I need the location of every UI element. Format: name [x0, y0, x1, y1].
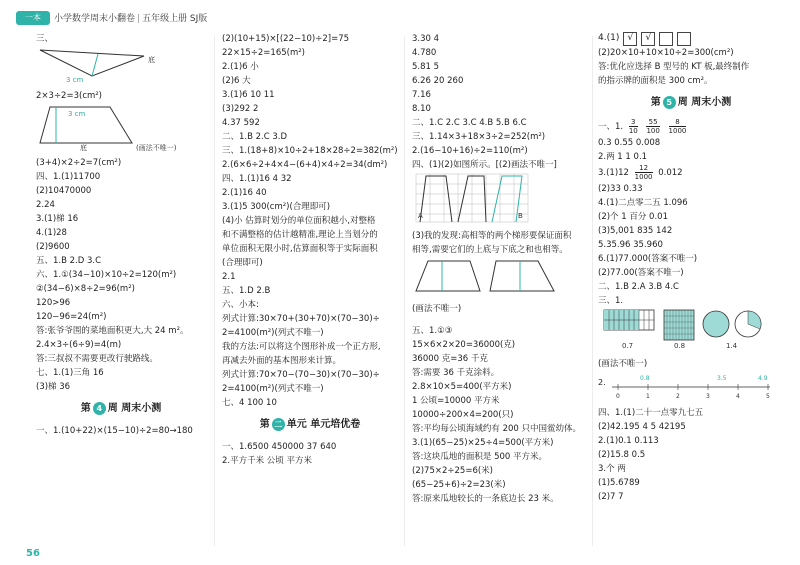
- figure-label-2: 0.8: [674, 342, 686, 350]
- checkbox-2: √: [641, 32, 655, 46]
- answer-line: 4.780: [412, 48, 437, 58]
- title-suffix: 单元 单元培优卷: [286, 419, 361, 430]
- answer-line: (2)15.8 0.5: [598, 450, 646, 460]
- title-prefix: 第: [259, 419, 270, 430]
- answer-line: 2.平方千米 公顷 平方米: [222, 456, 313, 466]
- grid-figure: [412, 172, 588, 229]
- title-prefix: 第: [650, 97, 661, 108]
- triangle-side-label: 底: [148, 56, 155, 64]
- answer-line: 答:需要 36 千克涂料。: [412, 368, 500, 378]
- answer-line: 2=4100(m²)(列式不唯一): [222, 328, 324, 338]
- grid-label-a: A: [418, 212, 423, 220]
- answer-line: 七、4 100 10: [222, 398, 277, 408]
- answer-line: 4.37 592: [222, 118, 260, 128]
- week-number-badge: 5: [663, 96, 676, 109]
- answer-line: 3.30 4: [412, 34, 440, 44]
- answer-line: (2)(10+15)×[(22−10)÷2]=75: [222, 34, 350, 44]
- answer-line: 的指示牌的面积是 300 cm²。: [598, 76, 713, 86]
- answer-line: 三、1.(18+8)×10÷2+18×28÷2=382(m²): [222, 146, 398, 156]
- answer-line: 再减去外面的基本图形来计算。: [222, 356, 342, 366]
- column-4: [598, 32, 784, 504]
- answer-line: 120>96: [36, 298, 71, 308]
- question-label: 2.: [598, 378, 606, 387]
- column-1: [36, 32, 206, 438]
- triangle-figure: [36, 46, 206, 89]
- column-2: [222, 32, 398, 468]
- checkbox-3: [659, 32, 673, 46]
- grid-label-b: B: [518, 212, 523, 220]
- answer-line: (2)9600: [36, 242, 70, 252]
- answer-line: ②(34−6)×8÷2=96(m²): [36, 284, 135, 294]
- answer-line: (1)5.6789: [598, 478, 640, 488]
- answer-line: 相等,需要它们的上底与下底之和也相等。: [412, 245, 568, 255]
- number-line-mark: 0.8: [640, 375, 650, 382]
- answer-line: 二、1.C 2.C 3.C 4.B 5.B 6.C: [412, 118, 527, 128]
- answer-line: (2)6 大: [222, 76, 251, 86]
- answer-line: 1 公顷=10000 平方米: [412, 396, 500, 406]
- numerator: 12: [639, 164, 649, 172]
- answer-line: (2)77.00(答案不唯一): [598, 268, 684, 278]
- answer-line: 列式计算:30×70+(30+70)×(70−30)÷: [222, 314, 380, 324]
- figure-label-1: 0.7: [622, 342, 634, 350]
- question-label: 3.(1)12: [598, 168, 629, 178]
- answer-line: 答:张爷爷围的菜地面积更大,大 24 m²。: [36, 326, 189, 336]
- answer-line: 六、1.①(34−10)×10÷2=120(m²): [36, 270, 177, 280]
- answer-line: 列式计算:70×70−(70−30)×(70−30)÷: [222, 370, 380, 380]
- answer-line: 3.(1)梯 16: [36, 214, 79, 224]
- unit-number-badge: 二: [272, 418, 285, 431]
- answer-line: 120−96=24(m²): [36, 312, 107, 322]
- answer-line: 3.(1)5 300(cm²)(合理即可): [222, 202, 331, 212]
- denominator: 1000: [634, 173, 653, 181]
- numerator: 8: [675, 118, 680, 126]
- column-divider: [404, 36, 405, 546]
- answer-line: (2)20×10+10×10÷2=300(cm²): [598, 48, 734, 58]
- answer-line: 单位面积无限小时,估算面积等于实际面积: [222, 244, 378, 254]
- answer-line: 0.3 0.55 0.008: [598, 138, 661, 148]
- answer-line: (2)10470000: [36, 186, 92, 196]
- checkbox-row: [598, 32, 784, 46]
- answer-line: 五、1.D 2.B: [222, 286, 271, 296]
- answer-line: 5.81 5: [412, 62, 440, 72]
- answer-line: 2.(1)6 小: [222, 62, 259, 72]
- answer-line: (2)75×2÷25=6(米): [412, 466, 493, 476]
- answer-line: (3)我的发现:高相等的两个梯形要保证面积: [412, 231, 572, 241]
- answer-line: (3)5,001 835 142: [598, 226, 673, 236]
- week-4-title: [36, 402, 206, 416]
- number-line-mark: 3.5: [717, 375, 727, 382]
- answer-line: 7.16: [412, 90, 431, 100]
- checkbox-4: [677, 32, 691, 46]
- answer-line: 3.(1)(65−25)×25÷4=500(平方米): [412, 438, 554, 448]
- tick-label: 0: [616, 393, 620, 400]
- answer-line: 四、1.(1)16 4 32: [222, 174, 292, 184]
- answer-line: (4)小 估算时划分的单位面积越小,对整格: [222, 216, 376, 226]
- answer-line: 3.(1)6 10 11: [222, 90, 275, 100]
- answer-line: 4.(1)28: [36, 228, 67, 238]
- title-suffix: 周 周末小测: [677, 97, 732, 108]
- question-label: 4.(1): [598, 33, 620, 43]
- answer-line: (合理即可): [222, 258, 263, 268]
- answer-line: 四、(1)(2)如图所示。[(2)画法不唯一]: [412, 160, 557, 170]
- tick-label: 5: [766, 393, 770, 400]
- tick-label: 1: [646, 393, 650, 400]
- answer-line: (2)7 7: [598, 492, 624, 502]
- fraction-row: [598, 164, 784, 182]
- answer-line: 五、1.B 2.D 3.C: [36, 256, 102, 266]
- answer-line: 和不满整格的估计越精准,理论上当划分的: [222, 230, 378, 240]
- answer-line: 七、1.(1)三角 16: [36, 368, 104, 378]
- trapezoid-figure: [412, 257, 588, 302]
- answer-line: 答:原来瓜地较长的一条底边长 23 米。: [412, 494, 559, 504]
- trapezoid-figure: [36, 103, 206, 156]
- answer-line: (2)33 0.33: [598, 184, 643, 194]
- answer-line: 答:平均每公顷海域约有 200 只中国鲎幼体。: [412, 424, 581, 434]
- answer-line: 一、1.6500 450000 37 640: [222, 442, 337, 452]
- answer-line: 2.1: [222, 272, 236, 282]
- answer-line: (2)42.195 4 5 42195: [598, 422, 686, 432]
- calc-line: (3+4)×2÷2=7(cm²): [36, 158, 122, 168]
- answer-line: 四、1.(1)二十一点零九七五: [598, 408, 704, 418]
- answer-line: 2.(16−10+16)÷2=110(m²): [412, 146, 528, 156]
- grade-label: 五年级上册 SJ版: [142, 14, 208, 24]
- answer-line: 2.8×10×5=400(平方米): [412, 382, 512, 392]
- fraction-row: [598, 118, 784, 136]
- answer-line: 6.(1)77.000(答案不唯一): [598, 254, 698, 264]
- question-label: 一、1.: [598, 122, 624, 132]
- answer-line: 4.(1)二点零二五 1.096: [598, 198, 688, 208]
- answer-line: 22×15÷2=165(m²): [222, 48, 305, 58]
- figure-label-3: 1.4: [726, 342, 738, 350]
- answer-line: 2.(1)0.1 0.113: [598, 436, 659, 446]
- answer-line: 三、1.: [598, 296, 624, 306]
- fraction: [629, 118, 638, 135]
- fraction: [635, 164, 653, 181]
- fraction: [646, 118, 659, 135]
- decimal-value: 0.012: [658, 168, 683, 178]
- answer-line: 2.4×3÷(6÷9)=4(m): [36, 340, 122, 350]
- title-suffix: 周 周末小测: [107, 403, 162, 414]
- section-3-label: 三、: [36, 34, 54, 44]
- numerator: 55: [648, 118, 658, 126]
- answer-line: 2.(1)16 40: [222, 188, 267, 198]
- answer-line: 二、1.B 2.A 3.B 4.C: [598, 282, 679, 292]
- answer-line: 10000÷200×4=200(只): [412, 410, 514, 420]
- answer-line: 3.个 两: [598, 464, 626, 474]
- page-header: [0, 0, 800, 30]
- drawing-note: (画法不唯一): [598, 359, 648, 369]
- answer-line: 答:三叔叔不需要更改行驶路线。: [36, 354, 158, 364]
- answer-line: 四、1.(1)11700: [36, 172, 101, 182]
- brand-logo: 一本: [16, 11, 50, 25]
- answer-line: (2)个 1 百分 0.01: [598, 212, 668, 222]
- answer-line: (3)梯 36: [36, 382, 71, 392]
- page-number: 56: [26, 548, 40, 559]
- week-5-title: [598, 96, 784, 110]
- answer-line: 2=4100(m²)(列式不唯一): [222, 384, 324, 394]
- denominator: 10: [628, 127, 638, 135]
- answer-line: 答:这块瓜地的面积是 500 平方米。: [412, 452, 547, 462]
- calc-line: 2×3÷2=3(cm²): [36, 91, 102, 101]
- answer-line: 我的方法:可以将这个图形补成一个正方形,: [222, 342, 381, 352]
- trapezoid-base-label: 底: [80, 144, 87, 151]
- title-prefix: 第: [80, 403, 91, 414]
- shaded-figures: [598, 308, 784, 357]
- week-number-badge: 4: [93, 402, 106, 415]
- column-3: [412, 32, 588, 506]
- number-line: [598, 371, 784, 406]
- denominator: 1000: [668, 127, 687, 135]
- tick-label: 2: [676, 393, 680, 400]
- answer-line: 36000 克=36 千克: [412, 354, 488, 364]
- numerator: 3: [631, 118, 636, 126]
- checkbox-1: √: [623, 32, 637, 46]
- answer-line: 三、1.14×3+18×3÷2=252(m²): [412, 132, 546, 142]
- answer-line: 2.24: [36, 200, 55, 210]
- answer-line: 8.10: [412, 104, 431, 114]
- tick-label: 4: [736, 393, 740, 400]
- column-divider: [214, 36, 215, 546]
- answer-line: 答:优化应选择 B 型号的 KT 板,最终制作: [598, 62, 750, 72]
- answer-line: 2.两 1 1 0.1: [598, 152, 648, 162]
- answer-line: (65−25+6)÷2=23(米): [412, 480, 506, 490]
- drawing-note: (画法不唯一): [136, 144, 177, 151]
- answer-line: 15×6×2×20=36000(克): [412, 340, 516, 350]
- answer-line: (3)292 2: [222, 104, 259, 114]
- answer-line: 5.35.96 35.960: [598, 240, 663, 250]
- trapezoid-top-label: 3 cm: [68, 110, 86, 118]
- fraction: [669, 118, 687, 135]
- answer-line: 一、1.(10+22)×(15−10)÷2=80→180: [36, 426, 193, 436]
- answer-line: 五、1.①③: [412, 326, 453, 336]
- answer-line: 2.(6×6÷2+4×4−(6+4)×4÷2=34(dm²): [222, 160, 388, 170]
- tick-label: 3: [706, 393, 710, 400]
- denominator: 100: [646, 127, 660, 135]
- answer-line: 6.26 20 260: [412, 76, 464, 86]
- unit-2-title: [222, 418, 398, 432]
- book-title: 小学数学周末小翻卷: [54, 14, 136, 24]
- answer-line: 六、小本:: [222, 300, 259, 310]
- column-divider: [592, 36, 593, 546]
- triangle-base-label: 3 cm: [66, 76, 84, 84]
- drawing-note: (画法不唯一): [412, 304, 462, 314]
- answer-line: 二、1.B 2.C 3.D: [222, 132, 288, 142]
- number-line-mark: 4.9: [758, 375, 768, 382]
- header-title: 小学数学周末小翻卷 | 五年级上册 SJ版: [54, 14, 208, 24]
